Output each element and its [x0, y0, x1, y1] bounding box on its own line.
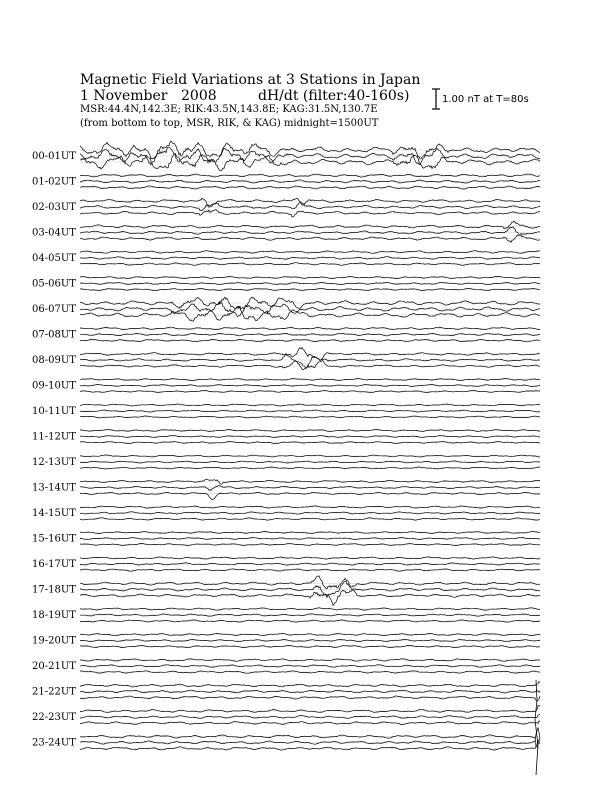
hour-label: 09-10UT: [32, 380, 76, 392]
trace-rik: [80, 727, 540, 744]
date-label: 1 November: [80, 88, 168, 104]
trace-rik: [80, 227, 540, 235]
trace-rik: [80, 435, 540, 437]
hour-label: 21-22UT: [32, 686, 76, 698]
scale-label: 1.00 nT at T=80s: [442, 94, 529, 105]
hour-label: 00-01UT: [32, 151, 76, 162]
chart-title: Magnetic Field Variations at 3 Stations in Japan: [80, 72, 421, 88]
end-of-day-spike: [535, 680, 538, 775]
year-label: 2008: [181, 88, 217, 104]
trace-rik: [80, 486, 540, 491]
hour-label: 07-08UT: [32, 329, 76, 341]
trace-msr: [80, 590, 540, 605]
trace-kag: [80, 221, 540, 229]
trace-rik: [80, 282, 540, 284]
trace-rik: [80, 202, 540, 211]
hour-label: 16-17UT: [32, 559, 76, 570]
trace-kag: [80, 576, 540, 589]
hour-label: 18-19UT: [32, 610, 76, 621]
trace-msr: [80, 721, 540, 725]
trace-msr: [80, 306, 540, 321]
station-order-note: (from bottom to top, MSR, RIK, & KAG) midnight=1500UT: [80, 118, 379, 129]
hour-label: 20-21UT: [32, 661, 76, 672]
hour-label: 22-23UT: [32, 712, 76, 723]
hour-label: 11-12UT: [32, 431, 76, 443]
hour-label: 23-24UT: [32, 737, 76, 749]
hour-label: 02-03UT: [32, 202, 76, 213]
filter-label: dH/dt (filter:40-160s): [258, 88, 410, 104]
hour-label: 14-15UT: [32, 508, 76, 519]
trace-kag: [80, 682, 540, 687]
hour-label: 12-13UT: [32, 457, 76, 468]
hour-label: 17-18UT: [32, 584, 76, 596]
trace-msr: [80, 696, 540, 701]
hour-label: 08-09UT: [32, 355, 76, 366]
hour-label: 06-07UT: [32, 304, 76, 315]
hour-label: 10-11UT: [32, 406, 76, 417]
hour-label: 03-04UT: [32, 227, 76, 239]
hour-label: 19-20UT: [32, 635, 76, 647]
hour-label: 05-06UT: [32, 278, 76, 290]
trace-kag: [80, 404, 540, 406]
trace-msr: [80, 210, 540, 218]
hour-label: 04-05UT: [32, 253, 76, 264]
station-coordinates: MSR:44.4N,142.3E; RIK:43.5N,143.8E; KAG:31.5N,130.7E: [80, 104, 378, 115]
hour-label: 01-02UT: [32, 176, 76, 188]
hour-label: 13-14UT: [32, 482, 76, 494]
trace-rik: [80, 714, 540, 718]
trace-kag: [80, 705, 540, 712]
trace-kag: [80, 198, 540, 207]
hour-label: 15-16UT: [32, 533, 76, 545]
